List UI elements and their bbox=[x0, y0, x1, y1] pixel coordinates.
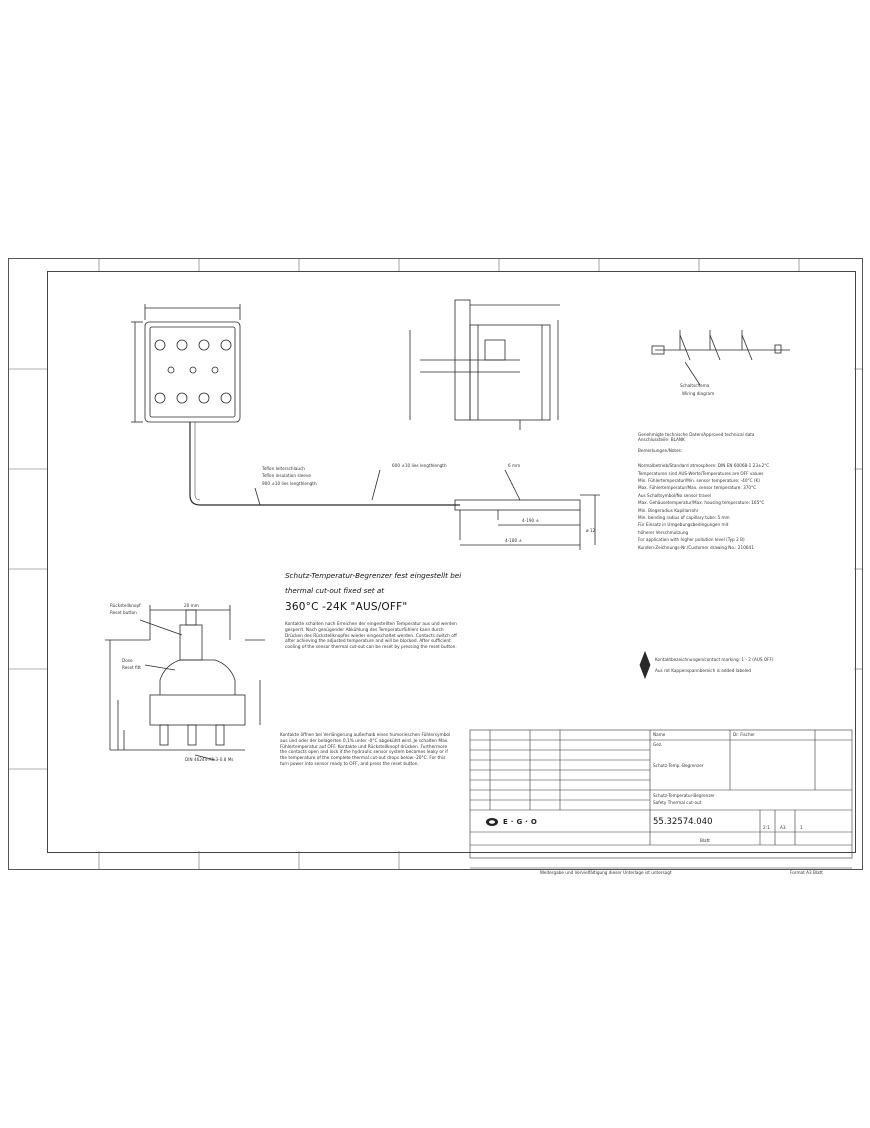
dim-top-label: 20 mm bbox=[184, 603, 199, 608]
footer-left: Weitergabe und Vervielfältigung dieser Unterlage ist untersagt bbox=[540, 870, 672, 875]
dome-label-en: Reset fitt bbox=[122, 665, 141, 670]
spec-line: höherer Verschmutzung bbox=[638, 529, 689, 535]
thermostat-section-view bbox=[105, 605, 265, 760]
wiring-label-en: Wiring diagram bbox=[682, 391, 715, 396]
spec-line: Min. Biegeradius Kapillarrohr bbox=[638, 507, 699, 513]
title-part: Schutz-Temperatur-Begrenzer bbox=[653, 793, 715, 798]
spec-line: Min. bending radius of capillary tube: 5 mm bbox=[638, 515, 730, 521]
sensor-bulb bbox=[455, 500, 580, 510]
title-format: A3 bbox=[780, 825, 786, 830]
description-en: Kontakte öffnen bei Verlängerung außerhalb eines humorieschen Fühlersymbol aus und oder der belagerten 0,1% unter -0°C abgekühlt wird. Je schalten Max. Fühlertemperatur auf OFF. Kontakte und Rückstellknopf drücken. Furthermore the contacts open and lock if the hydraulic sensor system becomes leaky or if the temperature of the complete thermal cut-out drops below -20°C. For this turn power into sensor ready to OFF, and press the reset button. bbox=[280, 733, 451, 767]
heading-en: thermal cut-out fixed set at bbox=[285, 586, 385, 595]
title-name-label: Name bbox=[653, 732, 666, 737]
spec-line: Max. Fühlertemperatur/Max. sensor temperature: 370°C bbox=[638, 485, 757, 491]
spec-line: Kunden-Zeichnungs-Nr./Customer drawing No.: 210641 bbox=[638, 544, 754, 550]
thermostat-top-view bbox=[145, 322, 240, 422]
length-label-a: 900 ±10 lies lengthlength bbox=[262, 481, 317, 486]
spec-line: For application with higher pollution level (Typ 2 B) bbox=[638, 537, 745, 543]
spec-line: Anschlussteile: BLANK bbox=[638, 437, 685, 443]
spec-line: Min. Fühlertemperatur/Min. sensor temperature: -40°C (K) bbox=[638, 478, 760, 484]
company-name: E·G·O bbox=[503, 818, 540, 826]
heading-de: Schutz-Temperatur-Begrenzer fest eingestellt bei bbox=[285, 571, 462, 580]
title-scale: 2:1 bbox=[763, 825, 770, 830]
title-name-value: Dr. Fischer bbox=[733, 732, 755, 737]
ego-logo-icon bbox=[485, 816, 499, 828]
spec-line: Für Einsatz in Umgebungsbedingungen mit bbox=[638, 522, 729, 528]
thermostat-side-view bbox=[470, 325, 550, 420]
dim-side-label: ø 12 bbox=[586, 528, 596, 533]
title-material: Schutz-Temp.-Begrenzer bbox=[653, 763, 704, 768]
footer-right: Format A3 Blatt bbox=[790, 870, 823, 875]
footer-mid: Blatt bbox=[700, 838, 710, 843]
spec-line: Normalbetrieb/Standard atmosphere: DIN EN 60068-1 23±2°C bbox=[638, 463, 770, 469]
terminal-holes bbox=[155, 340, 231, 403]
document-number: 55.32574.040 bbox=[653, 817, 713, 827]
reset-label-en: Reset button bbox=[110, 610, 137, 615]
spec-line: Genehmigte technische Daten/Approved technical data bbox=[638, 432, 755, 437]
teflon-label-de: Teflon leiterschlauch bbox=[262, 466, 305, 471]
spec-notes bbox=[638, 432, 769, 550]
wiring-label-de: Schaltschema bbox=[680, 383, 710, 388]
title-sheet: 1 bbox=[800, 825, 803, 830]
wiring-diagram bbox=[652, 330, 790, 385]
marking-note-2: Aus rot Kappenspannbereich is added labeled bbox=[655, 668, 752, 673]
spec-line: Bemerkungen/Notes: bbox=[638, 447, 683, 453]
marking-note-1: Kontaktbezeichnungen/contact marking: 1 - 2 (AUS OFF) bbox=[655, 657, 774, 662]
title-part-en: Safety Thermal cut-out bbox=[653, 800, 702, 805]
spec-line: Max. Gehäusetemperatur/Max. housing temperature: 165°C bbox=[638, 500, 765, 506]
dim-b-label: 4-180 ± bbox=[505, 538, 523, 543]
teflon-label-en: Teflon insulation sleeve bbox=[262, 473, 311, 478]
heading-temp: 360°C -24K "AUS/OFF" bbox=[285, 601, 408, 613]
reset-label-de: Rückstellknopf bbox=[110, 603, 141, 608]
spec-line: Aus Schaltsymbol/No sensor travel bbox=[638, 492, 711, 498]
spec-line: Temperaturen sind AUS-Werte/Temperatures are OFF values bbox=[638, 470, 764, 476]
title-drawn-label: Gez. bbox=[653, 742, 663, 747]
standard-label: DIN 46244-A6.3-0.8 Ms bbox=[185, 757, 234, 762]
company-logo bbox=[485, 815, 545, 829]
description-de: Kontakte schalten nach Erreichen der eingestellten Temperatur aus und werden gesperrt. Nach genügender Abkühlung des Temperaturfühlers kann durch Drücken des Rückstellknopfes wieder eingeschaltet werden. Contacts switch off after achieving the adjusted temperature and will be blocked. After sufficient cooling of the sensor thermal cut-out can be reset by pressing the reset button. bbox=[285, 622, 457, 651]
dim-a-label: 4-190 ± bbox=[522, 518, 540, 523]
length-label-b: 600 ±10 lies lengthlength bbox=[392, 463, 447, 468]
sheath-label: 6 mm bbox=[508, 463, 521, 468]
dome-label-de: Dose bbox=[122, 658, 133, 663]
